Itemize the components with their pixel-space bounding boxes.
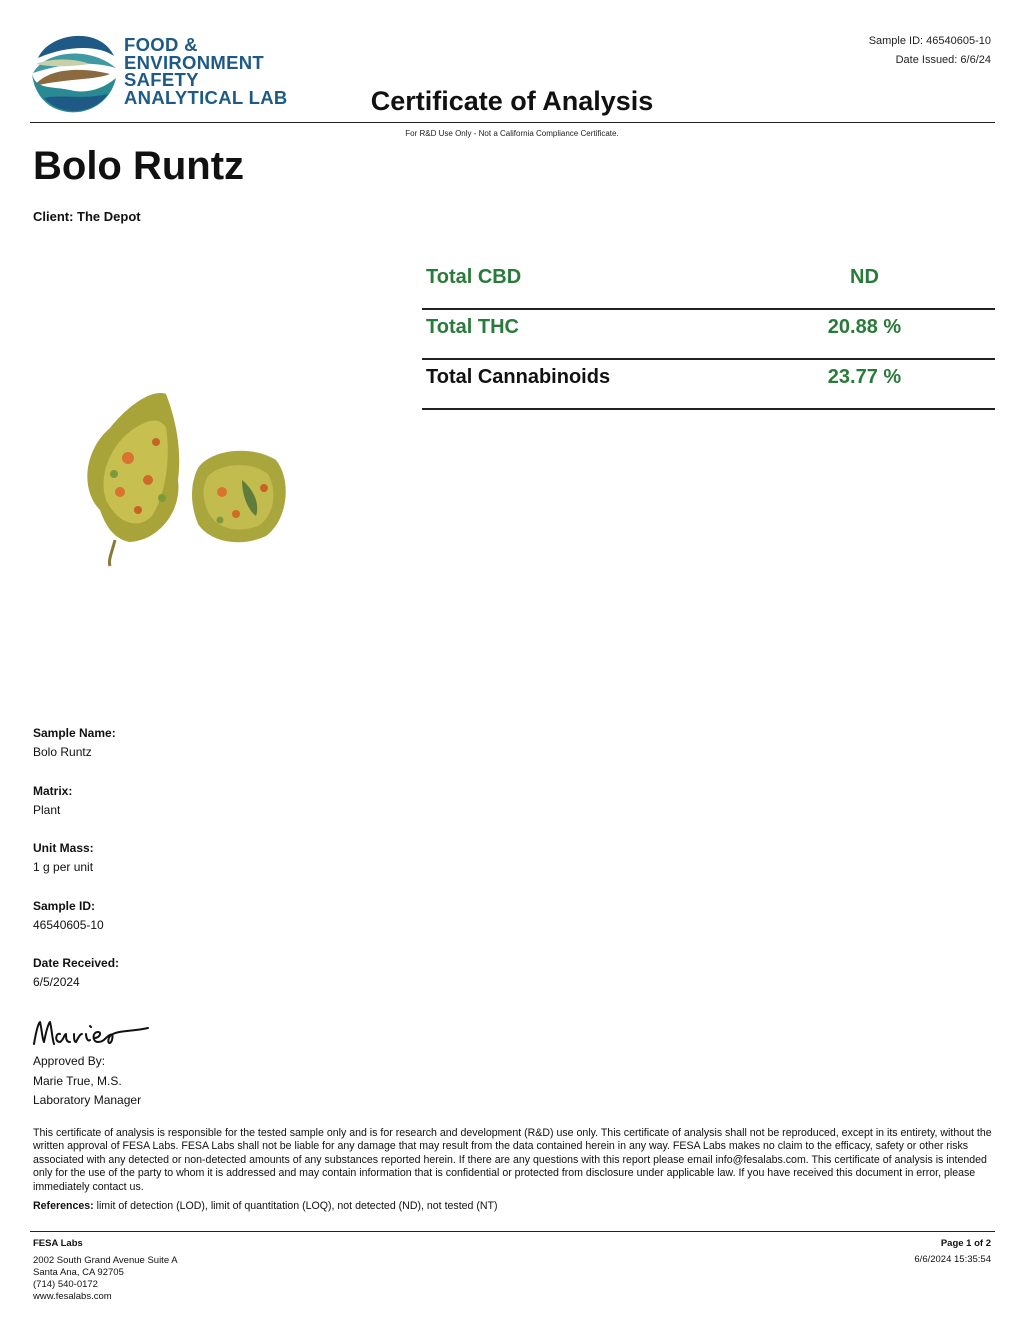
footer-address-line: Santa Ana, CA 92705 <box>33 1267 124 1278</box>
approved-by-label: Approved By: <box>33 1054 106 1068</box>
footer-address-line: 2002 South Grand Avenue Suite A <box>33 1255 178 1266</box>
logo-line: FOOD & <box>124 34 198 55</box>
product-image <box>70 380 300 580</box>
header-divider <box>30 122 995 123</box>
header-sample-id: Sample ID: 46540605-10 <box>868 35 991 47</box>
total-label: Total THC <box>426 316 519 338</box>
field-value: 46540605-10 <box>33 917 104 932</box>
approval-block <box>33 1052 141 1111</box>
total-value: ND <box>850 266 879 288</box>
footer-address <box>33 1238 178 1303</box>
field-label: Date Received: <box>33 956 120 970</box>
footer-phone: (714) 540-0172 <box>33 1279 98 1290</box>
total-row-cannabinoids <box>422 362 995 410</box>
field-matrix <box>33 784 333 842</box>
certificate-title: Certificate of Analysis <box>370 86 654 116</box>
approver-role: Laboratory Manager <box>33 1093 142 1107</box>
sample-title: Bolo Runtz <box>33 144 245 188</box>
field-unit-mass <box>33 841 333 899</box>
field-value: 6/5/2024 <box>33 975 80 989</box>
header-meta <box>869 32 991 70</box>
field-date-received <box>33 956 333 1014</box>
field-label: Matrix: <box>33 783 73 798</box>
signature <box>30 1012 160 1052</box>
footer-page-info <box>914 1238 991 1266</box>
field-sample-name <box>33 726 333 784</box>
field-label: Unit Mass: <box>33 841 94 855</box>
footer-website: www.fesalabs.com <box>33 1291 112 1302</box>
field-value: Bolo Runtz <box>33 745 92 759</box>
footer-divider <box>30 1231 995 1232</box>
total-label: Total CBD <box>426 266 522 288</box>
logo-line: ENVIRONMENT <box>124 51 264 73</box>
total-label: Total Cannabinoids <box>426 366 611 388</box>
rd-use-note: For R&D Use Only - Not a California Compliance Certificate. <box>405 129 619 138</box>
total-row-cbd <box>422 262 995 310</box>
disclaimer-text: This certificate of analysis is responsible for the tested sample only and is for research and development (R&D) use only. This certificate of analysis shall not be reproduced, except in its entirety, without the written approval of FESA Labs. FESA Labs shall not be liable for any damage that may result from the data contained herein in any way. FESA Labs makes no claim to the efficacy, safety or other risks associated with any detected or non-detected amounts of any substances reported herein. If there are any questions with this report please email info@fesalabs.com. This certificate of analysis is intended only for the use of the party to whom it is addressed and may contain information that is confidential or protected from disclosure under applicable law. If you have received this document in error, please immediately contact us. <box>33 1127 992 1193</box>
field-sample-id <box>33 899 333 957</box>
references-label: References: <box>33 1200 94 1212</box>
cannabis-bud-icon <box>70 380 300 580</box>
references-text: limit of detection (LOD), limit of quantitation (LOQ), not detected (ND), not tested (NT) <box>93 1200 498 1212</box>
client-name: Client: The Depot <box>33 209 141 224</box>
field-label: Sample Name: <box>33 726 116 740</box>
approver-name: Marie True, M.S. <box>33 1073 122 1088</box>
sample-info <box>33 726 333 1014</box>
signature-icon <box>30 1012 160 1052</box>
total-value: 20.88 % <box>827 316 902 338</box>
total-row-thc <box>422 312 995 360</box>
footer-timestamp: 6/6/2024 15:35:54 <box>914 1254 991 1265</box>
field-value: Plant <box>33 802 61 817</box>
footer-company: FESA Labs <box>33 1238 83 1249</box>
total-value: 23.77 % <box>827 366 902 388</box>
page-number: Page 1 of 2 <box>940 1238 991 1249</box>
logo-line: ANALYTICAL LAB <box>124 86 288 108</box>
references <box>33 1200 993 1213</box>
field-value: 1 g per unit <box>33 860 94 874</box>
totals-table <box>422 262 995 412</box>
field-label: Sample ID: <box>33 898 96 913</box>
logo-line: SAFETY <box>124 69 199 90</box>
header-date-issued: Date Issued: 6/6/24 <box>895 54 991 66</box>
